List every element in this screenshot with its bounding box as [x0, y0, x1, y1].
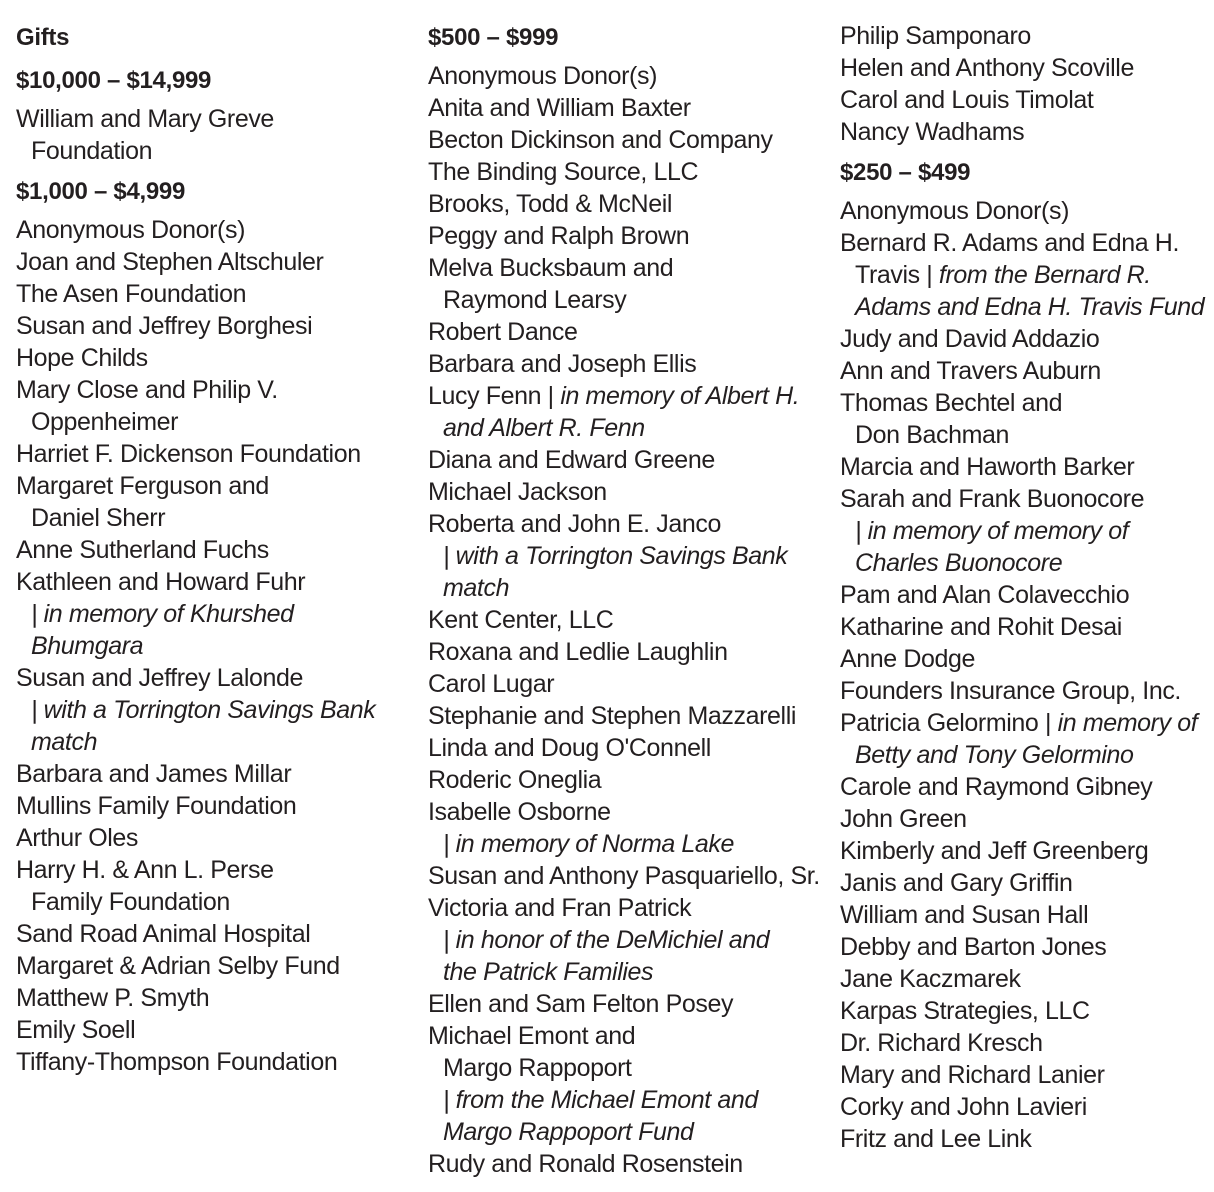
- donor-name: Stephanie and Stephen Mazzarelli: [428, 702, 797, 730]
- donor-entry: [16, 1046, 411, 1078]
- donor-name: Nancy Wadhams: [840, 118, 1025, 146]
- entry-line: [16, 950, 411, 982]
- donor-name: Arthur Oles: [16, 824, 139, 852]
- donor-entry: [16, 103, 411, 167]
- entry-line: [16, 534, 411, 566]
- entry-line: [428, 988, 823, 1020]
- entry-line: [428, 444, 823, 476]
- donor-entry: [16, 246, 411, 278]
- entry-line: [840, 20, 1210, 52]
- dedication-note: | in memory of memory of: [855, 517, 1129, 545]
- entry-line: [16, 790, 411, 822]
- donor-name: Anne Sutherland Fuchs: [16, 536, 269, 564]
- donor-entry: [428, 252, 823, 316]
- entry-line: [428, 540, 823, 572]
- donor-entry: [16, 534, 411, 566]
- entry-line: [16, 310, 411, 342]
- donor-entry: [840, 931, 1210, 963]
- donor-name: Mary Close and Philip V.: [16, 376, 278, 404]
- donor-name: Isabelle Osborne: [428, 798, 611, 826]
- section-heading: $10,000 – $14,999: [16, 67, 212, 94]
- donor-name: Harry H. & Ann L. Perse: [16, 856, 274, 884]
- entry-line: [840, 419, 1210, 451]
- entry-line: [16, 918, 411, 950]
- donor-name: Michael Emont and: [428, 1022, 636, 1050]
- donor-entry: [16, 790, 411, 822]
- entry-line: [16, 135, 411, 167]
- donor-name: Ellen and Sam Felton Posey: [428, 990, 734, 1018]
- entry-line: [840, 483, 1210, 515]
- donor-entry: [428, 988, 823, 1020]
- donor-entry: [16, 918, 411, 950]
- donor-name: Tiffany-Thompson Foundation: [16, 1048, 338, 1076]
- entry-line: [840, 995, 1210, 1027]
- donor-entry: [428, 508, 823, 604]
- entry-line: [428, 636, 823, 668]
- donor-name: Philip Samponaro: [840, 22, 1031, 50]
- donor-name-continued: Daniel Sherr: [31, 504, 166, 532]
- dedication-note-continued: Margo Rappoport Fund: [443, 1118, 694, 1146]
- donor-entry: [16, 566, 411, 662]
- donor-entry: [428, 220, 823, 252]
- donor-entry: [428, 892, 823, 988]
- entry-line: [428, 188, 823, 220]
- donor-entry: [428, 1020, 823, 1148]
- entry-line: [840, 387, 1210, 419]
- donor-name: John Green: [840, 805, 967, 833]
- donor-entry: [16, 758, 411, 790]
- column-3: [840, 20, 1210, 1155]
- section-heading: Gifts: [16, 24, 70, 51]
- donor-name: Roxana and Ledlie Laughlin: [428, 638, 728, 666]
- donor-name: Janis and Gary Griffin: [840, 869, 1073, 897]
- entry-line: [840, 771, 1210, 803]
- donor-entry: [428, 124, 823, 156]
- dedication-note-continued: and Albert R. Fenn: [443, 414, 645, 442]
- donor-name: William and Mary Greve: [16, 105, 274, 133]
- entry-line: [428, 860, 823, 892]
- entry-line: [428, 124, 823, 156]
- entry-line: [428, 700, 823, 732]
- entry-line: [428, 796, 823, 828]
- donor-entry: [840, 1091, 1210, 1123]
- donor-name: Anne Dodge: [840, 645, 976, 673]
- donor-entry: [840, 483, 1210, 579]
- entry-line: [16, 886, 411, 918]
- entry-line: [16, 982, 411, 1014]
- entry-line: [428, 732, 823, 764]
- donor-entry: [840, 451, 1210, 483]
- entry-line: [840, 643, 1210, 675]
- entry-line: [840, 579, 1210, 611]
- donor-entry: [428, 636, 823, 668]
- entry-line: [840, 1059, 1210, 1091]
- donor-name: Susan and Jeffrey Borghesi: [16, 312, 313, 340]
- donor-name: Emily Soell: [16, 1016, 136, 1044]
- donor-entry: [840, 995, 1210, 1027]
- donor-entry: [428, 60, 823, 92]
- dedication-note: | in memory of Khurshed: [31, 600, 294, 628]
- entry-line: [428, 92, 823, 124]
- donor-entry: [840, 771, 1210, 803]
- donor-name: Ann and Travers Auburn: [840, 357, 1101, 385]
- donor-entry: [428, 1148, 823, 1180]
- donor-entry: [428, 604, 823, 636]
- entry-line: [16, 598, 411, 630]
- donor-name: Patricia Gelormino |: [840, 709, 1058, 737]
- donor-entry: [16, 214, 411, 246]
- entry-line: [428, 476, 823, 508]
- entry-line: [428, 668, 823, 700]
- donor-name: Diana and Edward Greene: [428, 446, 715, 474]
- entry-line: [840, 931, 1210, 963]
- dedication-note: | with a Torrington Savings Bank: [443, 542, 788, 570]
- donor-entry: [840, 52, 1210, 84]
- section-heading: $500 – $999: [428, 24, 559, 51]
- donor-name: Harriet F. Dickenson Foundation: [16, 440, 361, 468]
- dedication-note-continued: Bhumgara: [31, 632, 144, 660]
- donor-entry: [840, 803, 1210, 835]
- donor-entry: [840, 195, 1210, 227]
- donor-entry: [840, 867, 1210, 899]
- donor-name: Becton Dickinson and Company: [428, 126, 773, 154]
- donor-entry: [428, 476, 823, 508]
- donor-entry: [840, 579, 1210, 611]
- entry-line: [840, 451, 1210, 483]
- donor-entry: [840, 1027, 1210, 1059]
- dedication-note: from the Bernard R.: [938, 261, 1151, 289]
- entry-line: [428, 316, 823, 348]
- dedication-note-continued: Adams and Edna H. Travis Fund: [855, 293, 1205, 321]
- donor-name-continued: Family Foundation: [31, 888, 230, 916]
- entry-line: [840, 355, 1210, 387]
- donor-name: Sarah and Frank Buonocore: [840, 485, 1145, 513]
- donor-name: Roberta and John E. Janco: [428, 510, 721, 538]
- donor-name: Susan and Jeffrey Lalonde: [16, 664, 303, 692]
- donor-name: Melva Bucksbaum and: [428, 254, 674, 282]
- donor-entry: [428, 860, 823, 892]
- dedication-note-continued: match: [443, 574, 510, 602]
- donor-name: Pam and Alan Colavecchio: [840, 581, 1130, 609]
- entry-line: [840, 707, 1210, 739]
- donor-entry: [16, 982, 411, 1014]
- entry-line: [16, 470, 411, 502]
- donor-name: Founders Insurance Group, Inc.: [840, 677, 1181, 705]
- entry-line: [428, 572, 823, 604]
- entry-line: [16, 694, 411, 726]
- donor-name: Anonymous Donor(s): [428, 62, 658, 90]
- donor-entry: [16, 342, 411, 374]
- donor-entry: [840, 611, 1210, 643]
- donor-name: Barbara and James Millar: [16, 760, 292, 788]
- entry-line: [16, 662, 411, 694]
- donor-entry: [840, 387, 1210, 451]
- donor-name: Katharine and Rohit Desai: [840, 613, 1122, 641]
- entry-line: [16, 1014, 411, 1046]
- donor-name: Roderic Oneglia: [428, 766, 602, 794]
- donor-entry: [16, 310, 411, 342]
- donor-entry: [428, 444, 823, 476]
- dedication-note: in memory of Albert H.: [560, 382, 800, 410]
- donor-name: Marcia and Haworth Barker: [840, 453, 1135, 481]
- donor-entry: [428, 668, 823, 700]
- donor-name: Margaret & Adrian Selby Fund: [16, 952, 340, 980]
- donor-name-continued: Foundation: [31, 137, 153, 165]
- donor-entry: [840, 899, 1210, 931]
- entry-line: [16, 822, 411, 854]
- donor-entry: [428, 92, 823, 124]
- donor-name: Anonymous Donor(s): [16, 216, 246, 244]
- entry-line: [428, 1084, 823, 1116]
- column-2: [428, 20, 823, 1180]
- entry-line: [840, 963, 1210, 995]
- donor-name-continued: Raymond Learsy: [443, 286, 627, 314]
- donor-name: Bernard R. Adams and Edna H.: [840, 229, 1179, 257]
- donor-name: Victoria and Fran Patrick: [428, 894, 692, 922]
- entry-line: [428, 1148, 823, 1180]
- donor-name: Thomas Bechtel and: [840, 389, 1063, 417]
- entry-line: [840, 515, 1210, 547]
- donor-entry: [840, 355, 1210, 387]
- donor-name: Sand Road Animal Hospital: [16, 920, 311, 948]
- donor-name: Karpas Strategies, LLC: [840, 997, 1090, 1025]
- dedication-note: | from the Michael Emont and: [443, 1086, 758, 1114]
- entry-line: [840, 116, 1210, 148]
- dedication-note: | in memory of Norma Lake: [443, 830, 735, 858]
- donor-entry: [428, 156, 823, 188]
- column-1: [16, 20, 411, 1078]
- donor-name-continued: Margo Rappoport: [443, 1054, 632, 1082]
- donor-name: Dr. Richard Kresch: [840, 1029, 1043, 1057]
- dedication-note-continued: Betty and Tony Gelormino: [855, 741, 1134, 769]
- donor-name: Susan and Anthony Pasquariello, Sr.: [428, 862, 820, 890]
- entry-line: [428, 220, 823, 252]
- donor-name: Corky and John Lavieri: [840, 1093, 1087, 1121]
- donor-name-continued: Travis |: [855, 261, 939, 289]
- donor-name: Brooks, Todd & McNeil: [428, 190, 673, 218]
- entry-line: [16, 374, 411, 406]
- entry-line: [16, 1046, 411, 1078]
- donor-entry: [16, 854, 411, 918]
- entry-line: [16, 214, 411, 246]
- entry-line: [840, 835, 1210, 867]
- donor-name: Robert Dance: [428, 318, 578, 346]
- entry-line: [16, 502, 411, 534]
- entry-line: [428, 604, 823, 636]
- donor-entry: [428, 316, 823, 348]
- entry-line: [16, 566, 411, 598]
- donor-name: Lucy Fenn |: [428, 382, 561, 410]
- donor-entry: [16, 438, 411, 470]
- entry-line: [16, 630, 411, 662]
- donor-entry: [16, 822, 411, 854]
- entry-line: [428, 252, 823, 284]
- donor-entry: [840, 835, 1210, 867]
- donor-name: Jane Kaczmarek: [840, 965, 1021, 993]
- dedication-note-continued: Charles Buonocore: [855, 549, 1063, 577]
- donor-entry: [840, 1059, 1210, 1091]
- entry-line: [16, 246, 411, 278]
- entry-line: [16, 438, 411, 470]
- donor-entry: [840, 707, 1210, 771]
- section-heading: $1,000 – $4,999: [16, 178, 185, 205]
- donor-name: Matthew P. Smyth: [16, 984, 210, 1012]
- donor-entry: [16, 950, 411, 982]
- donor-entry: [840, 963, 1210, 995]
- entry-line: [840, 1091, 1210, 1123]
- entry-line: [16, 103, 411, 135]
- entry-line: [840, 803, 1210, 835]
- donor-name: Michael Jackson: [428, 478, 607, 506]
- donor-name: The Binding Source, LLC: [428, 158, 699, 186]
- dedication-note-continued: the Patrick Families: [443, 958, 654, 986]
- entry-line: [840, 867, 1210, 899]
- donor-entry: [840, 227, 1210, 323]
- donor-name: Peggy and Ralph Brown: [428, 222, 690, 250]
- donor-entry: [16, 470, 411, 534]
- entry-line: [840, 739, 1210, 771]
- dedication-note-continued: match: [31, 728, 98, 756]
- entry-line: [428, 348, 823, 380]
- dedication-note: | with a Torrington Savings Bank: [31, 696, 376, 724]
- donor-entry: [16, 374, 411, 438]
- entry-line: [840, 675, 1210, 707]
- donor-name: Anonymous Donor(s): [840, 197, 1070, 225]
- entry-line: [428, 60, 823, 92]
- entry-line: [428, 828, 823, 860]
- donor-entry: [428, 380, 823, 444]
- donor-entry: [840, 84, 1210, 116]
- entry-line: [16, 342, 411, 374]
- donor-name: Margaret Ferguson and: [16, 472, 269, 500]
- entry-line: [840, 259, 1210, 291]
- entry-line: [428, 924, 823, 956]
- donor-name: Kent Center, LLC: [428, 606, 614, 634]
- entry-line: [840, 1027, 1210, 1059]
- section-heading: $250 – $499: [840, 159, 971, 186]
- entry-line: [840, 547, 1210, 579]
- donor-name: Kimberly and Jeff Greenberg: [840, 837, 1149, 865]
- donor-name: Mullins Family Foundation: [16, 792, 297, 820]
- donor-name: Rudy and Ronald Rosenstein: [428, 1150, 743, 1178]
- donor-name: William and Susan Hall: [840, 901, 1089, 929]
- donor-entry: [428, 732, 823, 764]
- entry-line: [840, 291, 1210, 323]
- donor-name: Joan and Stephen Altschuler: [16, 248, 324, 276]
- dedication-note: | in honor of the DeMichiel and: [443, 926, 770, 954]
- donor-name: Barbara and Joseph Ellis: [428, 350, 697, 378]
- donor-name: Hope Childs: [16, 344, 148, 372]
- donor-entry: [840, 1123, 1210, 1155]
- entry-line: [428, 1116, 823, 1148]
- entry-line: [428, 284, 823, 316]
- entry-line: [428, 1020, 823, 1052]
- entry-line: [428, 956, 823, 988]
- donor-entry: [840, 323, 1210, 355]
- donor-name: Carole and Raymond Gibney: [840, 773, 1153, 801]
- entry-line: [840, 227, 1210, 259]
- donor-name: Judy and David Addazio: [840, 325, 1100, 353]
- entry-line: [16, 854, 411, 886]
- donor-name: Anita and William Baxter: [428, 94, 691, 122]
- entry-line: [428, 412, 823, 444]
- entry-line: [840, 195, 1210, 227]
- donor-entry: [428, 796, 823, 860]
- entry-line: [840, 84, 1210, 116]
- donor-name: Fritz and Lee Link: [840, 1125, 1032, 1153]
- entry-line: [428, 380, 823, 412]
- donor-entry: [840, 116, 1210, 148]
- donor-entry: [428, 348, 823, 380]
- donor-entry: [428, 700, 823, 732]
- entry-line: [428, 508, 823, 540]
- donor-entry: [840, 20, 1210, 52]
- donor-name: Mary and Richard Lanier: [840, 1061, 1105, 1089]
- donor-name: Linda and Doug O'Connell: [428, 734, 711, 762]
- dedication-note: in memory of: [1057, 709, 1198, 737]
- entry-line: [840, 323, 1210, 355]
- donor-name: Carol and Louis Timolat: [840, 86, 1094, 114]
- entry-line: [16, 726, 411, 758]
- donor-entry: [428, 188, 823, 220]
- entry-line: [840, 1123, 1210, 1155]
- donor-name: Carol Lugar: [428, 670, 555, 698]
- entry-line: [428, 156, 823, 188]
- donor-entry: [16, 278, 411, 310]
- entry-line: [428, 764, 823, 796]
- entry-line: [16, 758, 411, 790]
- donor-entry: [840, 643, 1210, 675]
- entry-line: [840, 52, 1210, 84]
- donor-name: The Asen Foundation: [16, 280, 247, 308]
- entry-line: [840, 611, 1210, 643]
- entry-line: [428, 892, 823, 924]
- entry-line: [16, 406, 411, 438]
- entry-line: [428, 1052, 823, 1084]
- donor-entry: [840, 675, 1210, 707]
- entry-line: [16, 278, 411, 310]
- donor-entry: [16, 1014, 411, 1046]
- entry-line: [840, 899, 1210, 931]
- donor-name: Helen and Anthony Scoville: [840, 54, 1134, 82]
- donor-entry: [16, 662, 411, 758]
- donor-name-continued: Oppenheimer: [31, 408, 179, 436]
- donor-entry: [428, 764, 823, 796]
- donor-name: Kathleen and Howard Fuhr: [16, 568, 306, 596]
- donor-name-continued: Don Bachman: [855, 421, 1010, 449]
- donor-name: Debby and Barton Jones: [840, 933, 1107, 961]
